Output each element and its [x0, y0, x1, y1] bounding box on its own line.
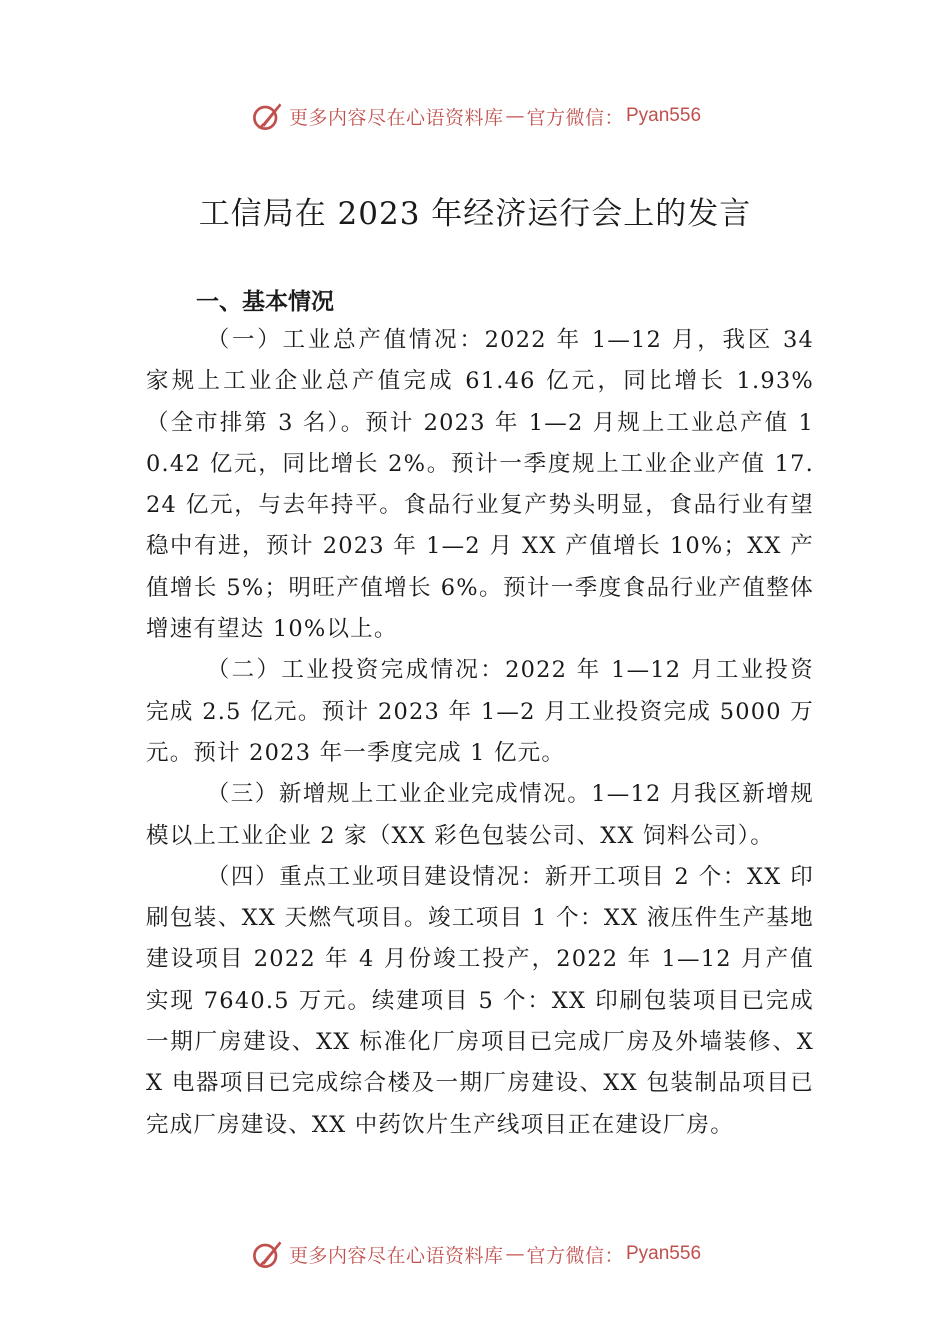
watermark-wechat-label: 官方微信： [526, 106, 624, 129]
watermark-handle: Pyan556 [626, 1243, 702, 1264]
document-body [146, 320, 814, 1146]
watermark-separator: — [505, 1243, 525, 1265]
paragraph-key-projects: （四）重点工业项目建设情况：新开工项目 2 个：XX 印刷包装、XX 天燃气项目。竣工项目 1 个：XX 液压件生产基地建设项目 2022 年 4 月份竣工投产，2022 年 1—12 月产值实现 7640.5 万元。续建项目 5 个：XX 印刷包装项目已完成一期厂房建设、XX 标准化厂房项目已完成厂房及外墙装修、XX 电器项目已完成综合楼及一期厂房建设、XX 包装制品项目已完成厂房建设、XX 中药饮片生产线项目正在建设厂房。 [146, 863, 814, 1138]
watermark-header [0, 96, 950, 136]
section-heading: 一、基本情况 [196, 289, 334, 315]
watermark-handle: Pyan556 [626, 105, 702, 126]
paragraph-industrial-output: （一）工业总产值情况：2022 年 1—12 月，我区 34 家规上工业企业总产值完成 61.46 亿元，同比增长 1.93%（全市排第 3 名）。预计 2023 年 1—2 月规上工业总产值 10.42 亿元，同比增长 2%。预计一季度规上工业企业产值 17.24 亿元，与去年持平。食品行业复产势头明显，食品行业有望稳中有进，预计 2023 年 1—2 月 XX 产值增长 10%；XX 产值增长 5%；明旺产值增长 6%。预计一季度食品行业产值整体增速有望达 10%以上。 [146, 327, 814, 643]
document-title: 工信局在 2023 年经济运行会上的发言 [198, 196, 752, 232]
quill-pen-logo-icon [249, 1236, 285, 1272]
watermark-text: 更多内容尽在心语资料库 [288, 1244, 504, 1267]
paragraph-new-enterprises: （三）新增规上工业企业完成情况。1—12 月我区新增规模以上工业企业 2 家（XX 彩色包装公司、XX 饲料公司）。 [146, 781, 814, 849]
watermark-separator: — [505, 105, 525, 127]
watermark-wechat-label: 官方微信： [526, 1244, 624, 1267]
watermark-text: 更多内容尽在心语资料库 [288, 106, 504, 129]
watermark-footer [0, 1234, 950, 1274]
paragraph-industrial-investment: （二）工业投资完成情况：2022 年 1—12 月工业投资完成 2.5 亿元。预计 2023 年 1—2 月工业投资完成 5000 万元。预计 2023 年一季度完成 1 亿元。 [146, 657, 814, 766]
quill-pen-logo-icon [249, 98, 285, 134]
